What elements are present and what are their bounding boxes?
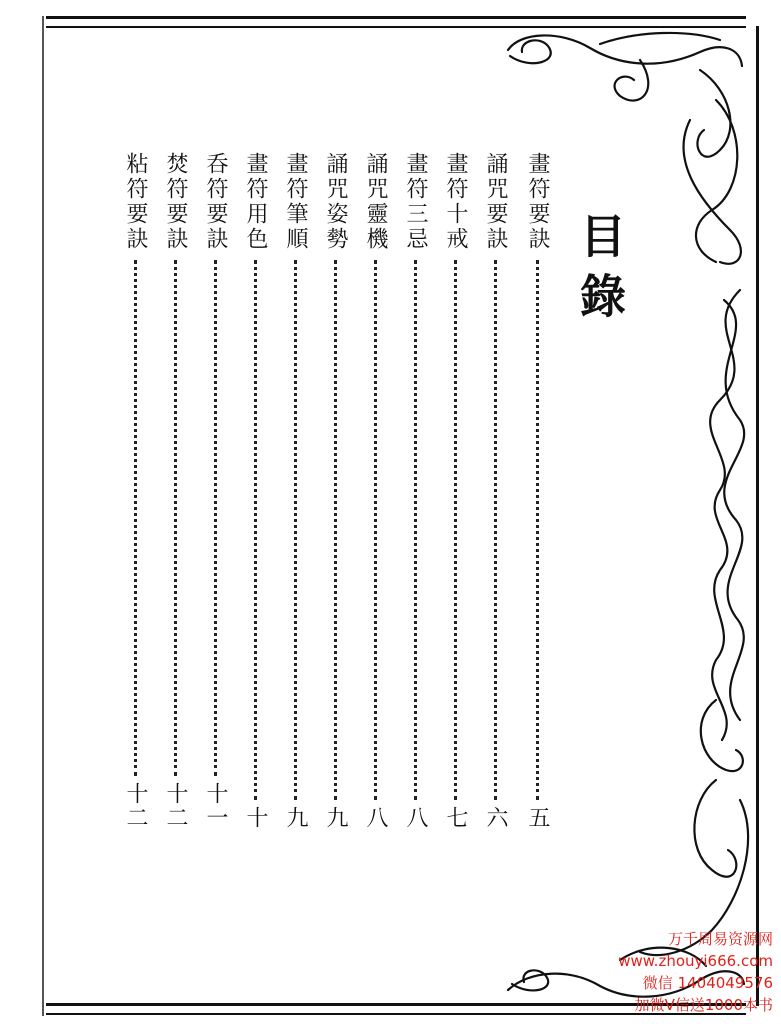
- toc-entry[interactable]: [160, 152, 190, 830]
- toc-entry-title: 粘符要訣: [123, 152, 148, 252]
- leader-dots: [414, 260, 417, 800]
- toc-entry[interactable]: [522, 152, 552, 830]
- toc-entry[interactable]: [360, 152, 390, 830]
- toc-entry-title: 呑符要訣: [203, 152, 228, 252]
- toc-entry-page: 十一: [203, 782, 228, 830]
- toc-entry[interactable]: [480, 152, 510, 830]
- watermark-site-name: 万千周易资源网: [667, 930, 773, 948]
- leader-dots: [334, 260, 337, 800]
- leader-dots: [174, 260, 177, 776]
- toc-entry-page: 九: [323, 806, 348, 830]
- toc-entry-title: 焚符要訣: [163, 152, 188, 252]
- toc-entry[interactable]: [280, 152, 310, 830]
- leader-dots: [374, 260, 377, 800]
- toc-entry-title: 誦咒要訣: [483, 152, 508, 252]
- watermark-wechat: 微信 1404049576: [642, 974, 773, 992]
- toc-entry-title: 畫符要訣: [525, 152, 550, 252]
- toc-entry-page: 十: [243, 806, 268, 830]
- leader-dots: [134, 260, 137, 776]
- page-title: 目錄: [573, 212, 627, 332]
- toc-entry-page: 六: [483, 806, 508, 830]
- toc-entry[interactable]: [240, 152, 270, 830]
- toc-entry[interactable]: [120, 152, 150, 830]
- watermark: [573, 928, 773, 1016]
- toc-entry-page: 八: [363, 806, 388, 830]
- toc-entry-page: 五: [525, 806, 550, 830]
- watermark-url: www.zhouyi666.com: [618, 952, 773, 970]
- toc-entry-page: 七: [443, 806, 468, 830]
- toc-entry[interactable]: [400, 152, 430, 830]
- watermark-offer: 加微V信送1000本书: [634, 996, 773, 1014]
- toc-entry-title: 誦咒姿勢: [323, 152, 348, 252]
- leader-dots: [254, 260, 257, 800]
- leader-dots: [294, 260, 297, 800]
- toc-entry-page: 十二: [163, 782, 188, 830]
- leader-dots: [214, 260, 217, 776]
- toc-entry-title: 畫符用色: [243, 152, 268, 252]
- toc-entry-title: 畫符三忌: [403, 152, 428, 252]
- toc-entry-page: 十二: [123, 782, 148, 830]
- toc-entry[interactable]: [200, 152, 230, 830]
- toc-entry[interactable]: [440, 152, 470, 830]
- toc-entry[interactable]: [320, 152, 350, 830]
- leader-dots: [454, 260, 457, 800]
- toc-entry-page: 八: [403, 806, 428, 830]
- leader-dots: [536, 260, 539, 800]
- leader-dots: [494, 260, 497, 800]
- toc-entry-title: 畫符十戒: [443, 152, 468, 252]
- toc-entry-title: 誦咒靈機: [363, 152, 388, 252]
- toc-entry-title: 畫符筆順: [283, 152, 308, 252]
- toc-entry-page: 九: [283, 806, 308, 830]
